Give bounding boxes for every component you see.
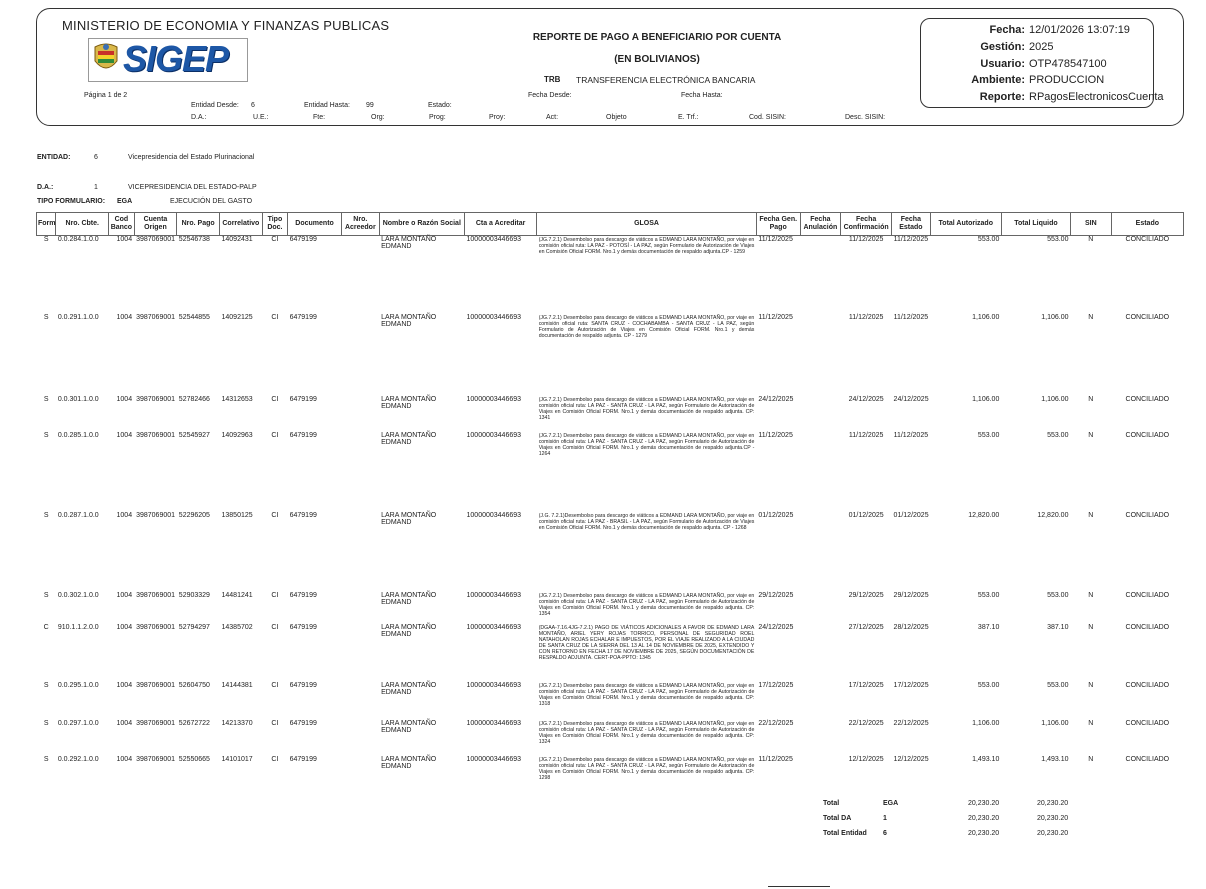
cell-cuenta: 3987069001: [136, 623, 176, 631]
cell-estado: CONCILIADO: [1125, 236, 1170, 243]
da-code: 1: [94, 184, 98, 191]
column-header: Total Autorizado: [930, 213, 1001, 236]
cell-form: S: [43, 681, 49, 689]
gestion-value: 2025: [1029, 41, 1054, 53]
cell-liq: 387.10: [1047, 623, 1069, 631]
cell-cuenta: 3987069001: [136, 755, 176, 763]
cell-estado: CONCILIADO: [1125, 623, 1170, 631]
cell-pago: 52544855: [178, 313, 210, 321]
cell-cbte: 0.0.284.1.0.0: [57, 236, 99, 243]
trb-label: TRANSFERENCIA ELECTRÓNICA BANCARIA: [576, 75, 756, 85]
table-row: [37, 512, 1184, 592]
cell-banco: 1004: [116, 395, 133, 403]
cell-aut: 1,106.00: [972, 719, 1000, 727]
table-row: [37, 396, 1184, 432]
tipo-formulario-code: EGA: [117, 198, 133, 205]
cell-correl: 14101017: [221, 755, 253, 763]
cell-liq: 553.00: [1047, 591, 1069, 599]
gestion-label: Gestión:: [980, 41, 1025, 53]
cell-conf: 11/12/2025: [848, 313, 884, 321]
filter-fte: Fte:: [313, 114, 326, 121]
cell-nombre: LARA MONTAÑO EDMAND: [381, 313, 437, 328]
cell-tipo: CI: [271, 591, 279, 599]
cell-cbte: 0.0.301.1.0.0: [57, 395, 99, 403]
cell-estado: CONCILIADO: [1125, 313, 1170, 321]
cell-aut: 1,106.00: [972, 313, 1000, 321]
cell-cuenta: 3987069001: [136, 681, 176, 689]
sigep-logo: [88, 38, 248, 82]
cell-aut: 1,106.00: [972, 395, 1000, 403]
filter-da: D.A.:: [191, 114, 207, 121]
fecha-desde-label: Fecha Desde:: [528, 92, 572, 99]
column-header: Nro. Acreedor: [342, 213, 380, 236]
cell-acreedor: [342, 236, 380, 314]
cell-conf: 22/12/2025: [848, 719, 884, 727]
column-header: Tipo Doc.: [262, 213, 287, 236]
cell-sin: N: [1088, 755, 1094, 763]
cell-liq: 553.00: [1047, 681, 1069, 689]
cell-gen: 29/12/2025: [758, 591, 794, 599]
column-header: Fecha Estado: [892, 213, 931, 236]
cell-doc: 6479199: [289, 591, 317, 599]
cell-anul: [800, 512, 841, 592]
cell-nombre: LARA MONTAÑO EDMAND: [381, 623, 437, 638]
cell-nombre: LARA MONTAÑO EDMAND: [381, 719, 437, 734]
cell-conf: 17/12/2025: [848, 681, 884, 689]
cell-aut: 553.00: [977, 591, 1000, 599]
cell-gen: 11/12/2025: [758, 313, 793, 321]
cell-correl: 14144381: [221, 681, 253, 689]
filter-objeto: Objeto: [606, 114, 627, 121]
entidad-desde-value: 6: [251, 102, 255, 109]
cell-form: S: [43, 431, 49, 439]
total-label: Total Entidad: [823, 830, 867, 837]
cell-tipo: CI: [271, 623, 279, 631]
cell-tipo: CI: [271, 431, 279, 439]
cell-form: S: [43, 236, 49, 243]
cell-cta: 10000003446693: [466, 236, 522, 243]
cell-doc: 6479199: [289, 681, 317, 689]
cell-pago: 52794297: [178, 623, 210, 631]
cell-anul: [800, 624, 841, 682]
cell-nombre: LARA MONTAÑO EDMAND: [381, 591, 437, 606]
cell-banco: 1004: [116, 623, 133, 631]
cell-correl: 14385702: [221, 623, 253, 631]
cell-acreedor: [342, 756, 380, 812]
cell-anul: [800, 314, 841, 396]
filter-act: Act:: [546, 114, 559, 121]
cell-banco: 1004: [116, 313, 133, 321]
fecha-label: Fecha:: [989, 24, 1025, 36]
cell-conf: 12/12/2025: [848, 755, 884, 763]
cell-est: 11/12/2025: [893, 236, 929, 243]
cell-cta: 10000003446693: [466, 719, 522, 727]
cell-cbte: 0.0.295.1.0.0: [57, 681, 99, 689]
da-name: VICEPRESIDENCIA DEL ESTADO-PALP: [128, 184, 257, 191]
cell-correl: 14213370: [221, 719, 253, 727]
cell-doc: 6479199: [289, 236, 317, 243]
cell-estado: CONCILIADO: [1125, 719, 1170, 727]
cell-pago: 52903329: [178, 591, 210, 599]
cell-correl: 13850125: [221, 511, 253, 519]
cell-nombre: LARA MONTAÑO EDMAND: [381, 236, 437, 250]
cell-banco: 1004: [116, 431, 133, 439]
cell-aut: 1,493.10: [972, 755, 1000, 763]
cell-gen: 11/12/2025: [758, 236, 793, 243]
entidad-code: 6: [94, 154, 98, 161]
report-info-box: [920, 18, 1164, 108]
cell-form: S: [43, 395, 49, 403]
cell-glosa: (JG.7.2.1) Desembolso para descargo de viáticos a EDMAND LARA MONTAÑO, por viaje en comisión oficial ruta: LA PAZ - SANTA CRUZ - LA PAZ, según Formulario de Autorización de Viajes en Comisión Oficial FORM. Nro.1 y demás documentación de respaldo adjunta. CP: 1341: [538, 396, 755, 421]
cell-estado: CONCILIADO: [1125, 681, 1170, 689]
table-row: [37, 682, 1184, 720]
column-header: GLOSA: [537, 213, 757, 236]
cell-liq: 1,106.00: [1041, 719, 1069, 727]
total-aut: 20,230.20: [968, 830, 1000, 837]
cell-liq: 12,820.00: [1037, 511, 1069, 519]
filter-ue: U.E.:: [253, 114, 269, 121]
cell-pago: 52672722: [178, 719, 210, 727]
cell-est: 29/12/2025: [893, 591, 929, 599]
cell-cbte: 0.0.287.1.0.0: [57, 511, 99, 519]
cell-est: 28/12/2025: [893, 623, 929, 631]
bolivia-coat-of-arms-icon: [91, 41, 121, 77]
cell-cta: 10000003446693: [466, 395, 522, 403]
filter-proy: Proy:: [489, 114, 506, 121]
cell-acreedor: [342, 624, 380, 682]
cell-est: 11/12/2025: [893, 431, 929, 439]
cell-acreedor: [342, 314, 380, 396]
cell-glosa: (JG.7.2.1) Desembolso para descargo de viáticos a EDMAND LARA MONTAÑO, por viaje en comisión oficial ruta: LA PAZ - SANTA CRUZ - LA PAZ, según Formulario de Autorización de Viajes en Comisión Oficial FORM. Nro.1 y demás documentación de respaldo adjunta. CP: 1354: [538, 592, 755, 617]
cell-estado: CONCILIADO: [1125, 431, 1170, 439]
cell-nombre: LARA MONTAÑO EDMAND: [381, 511, 437, 526]
cell-correl: 14481241: [221, 591, 253, 599]
cell-conf: 29/12/2025: [848, 591, 884, 599]
ambiente-label: Ambiente:: [971, 74, 1025, 86]
cell-cta: 10000003446693: [466, 511, 522, 519]
filter-etrf: E. Trf.:: [678, 114, 699, 121]
tipo-formulario-name: EJECUCIÓN DEL GASTO: [170, 198, 253, 205]
total-code: EGA: [883, 800, 899, 807]
cell-sin: N: [1088, 313, 1094, 321]
cell-aut: 387.10: [977, 623, 1000, 631]
column-header: Estado: [1111, 213, 1183, 236]
cell-anul: [800, 396, 841, 432]
page-indicator: Página 1 de 2: [84, 92, 128, 99]
cell-pago: 52545927: [178, 431, 210, 439]
usuario-value: OTP478547100: [1029, 58, 1107, 70]
cell-conf: 01/12/2025: [848, 511, 884, 519]
column-header: Fecha Gen. Pago: [756, 213, 800, 236]
cell-form: S: [43, 591, 49, 599]
estado-filter-label: Estado:: [428, 102, 452, 109]
cell-glosa: (J.G. 7.2.1)Desembolso para descargo de viáticos a EDMAND LARA MONTAÑO, por viaje en comisión oficial ruta: LA PAZ - BRASIL - LA PAZ, según Formulario de Autorización de Viajes en Comisión Oficial FORM. Nro.1 y demás documentación de respaldo adjunta. CP - 1268: [538, 512, 755, 531]
reporte-label: Reporte:: [979, 91, 1025, 103]
cell-gen: 01/12/2025: [758, 511, 794, 519]
cell-cta: 10000003446693: [466, 755, 522, 763]
cell-liq: 1,106.00: [1041, 313, 1069, 321]
cell-sin: N: [1088, 623, 1094, 631]
cell-cta: 10000003446693: [466, 623, 522, 631]
cell-est: 01/12/2025: [893, 511, 929, 519]
cell-anul: [800, 592, 841, 624]
column-header: Nro. Pago: [177, 213, 220, 236]
cell-banco: 1004: [116, 755, 133, 763]
cell-liq: 1,106.00: [1041, 395, 1069, 403]
cell-anul: [800, 236, 841, 314]
cell-sin: N: [1088, 395, 1094, 403]
table-row: [37, 592, 1184, 624]
column-header: Form: [37, 213, 56, 236]
column-header: Fecha Anulación: [800, 213, 841, 236]
cell-pago: 52550665: [178, 755, 210, 763]
cell-cta: 10000003446693: [466, 313, 522, 321]
entidad-hasta-label: Entidad Hasta:: [304, 102, 350, 109]
entidad-name: Vicepresidencia del Estado Plurinacional: [128, 154, 255, 161]
cell-conf: 11/12/2025: [848, 236, 884, 243]
column-header: Total Liquido: [1001, 213, 1070, 236]
cell-liq: 553.00: [1047, 236, 1069, 243]
cell-estado: CONCILIADO: [1125, 755, 1170, 763]
cell-pago: 52296205: [178, 511, 210, 519]
cell-correl: 14092963: [221, 431, 253, 439]
column-header: Cod Banco: [109, 213, 134, 236]
cell-cuenta: 3987069001: [136, 591, 176, 599]
cell-gen: 11/12/2025: [758, 431, 793, 439]
fecha-value: 12/01/2026 13:07:19: [1029, 24, 1130, 36]
cell-cuenta: 3987069001: [136, 313, 176, 321]
table-row: [37, 624, 1184, 682]
table-row: [37, 236, 1184, 314]
cell-correl: 14092125: [221, 313, 253, 321]
cell-form: S: [43, 313, 49, 321]
cell-glosa: (JG.7.2.1) Desembolso para descargo de viáticos a EDMAND LARA MONTAÑO, por viaje en comisión oficial ruta: LA PAZ - SANTA CRUZ - LA PAZ, según Formulario de Autorización de Viajes en Comisión Oficial FORM. Nro.1 y demás documentación de respaldo adjunta. CP: 1298: [538, 756, 755, 781]
cell-cuenta: 3987069001: [136, 719, 176, 727]
total-liq: 20,230.20: [1037, 830, 1069, 837]
cell-est: 12/12/2025: [893, 755, 929, 763]
cell-est: 11/12/2025: [893, 313, 929, 321]
cell-acreedor: [342, 592, 380, 624]
cell-cbte: 0.0.297.1.0.0: [57, 719, 99, 727]
column-header: Nro. Cbte.: [56, 213, 109, 236]
column-header: Fecha Confirmación: [841, 213, 892, 236]
cell-pago: 52782466: [178, 395, 210, 403]
cell-sin: N: [1088, 511, 1094, 519]
cell-estado: CONCILIADO: [1125, 395, 1170, 403]
table-header-row: [37, 213, 1184, 236]
cell-est: 17/12/2025: [893, 681, 929, 689]
cell-cbte: 0.0.302.1.0.0: [57, 591, 99, 599]
cell-doc: 6479199: [289, 395, 317, 403]
cell-banco: 1004: [116, 591, 133, 599]
table-row: [37, 432, 1184, 512]
cell-cuenta: 3987069001: [136, 511, 176, 519]
cell-doc: 6479199: [289, 431, 317, 439]
cell-nombre: LARA MONTAÑO EDMAND: [381, 431, 437, 446]
usuario-label: Usuario:: [980, 58, 1025, 70]
filter-desc-sisin: Desc. SISIN:: [845, 114, 886, 121]
cell-gen: 22/12/2025: [758, 719, 794, 727]
entidad-label: ENTIDAD:: [37, 154, 71, 161]
cell-anul: [800, 432, 841, 512]
cell-cbte: 0.0.292.1.0.0: [57, 755, 99, 763]
column-header: Cta a Acreditar: [465, 213, 537, 236]
cell-sin: N: [1088, 591, 1094, 599]
reporte-value: RPagosElectronicosCuenta: [1029, 91, 1164, 103]
payments-table: [36, 212, 1184, 812]
column-header: Cuenta Origen: [134, 213, 177, 236]
cell-acreedor: [342, 396, 380, 432]
entidad-desde-label: Entidad Desde:: [191, 102, 239, 109]
cell-tipo: CI: [271, 681, 279, 689]
cell-aut: 553.00: [977, 236, 1000, 243]
cell-banco: 1004: [116, 236, 133, 243]
cell-nombre: LARA MONTAÑO EDMAND: [381, 755, 437, 770]
cell-doc: 6479199: [289, 719, 317, 727]
cell-tipo: CI: [271, 313, 279, 321]
cell-nombre: LARA MONTAÑO EDMAND: [381, 681, 437, 696]
cell-conf: 27/12/2025: [848, 623, 884, 631]
cell-gen: 24/12/2025: [758, 395, 794, 403]
cell-banco: 1004: [116, 719, 133, 727]
cell-glosa: (JG.7.2.1) Desembolso para descargo de viáticos a EDMAND LARA MONTAÑO, por viaje en comisión oficial ruta: LA PAZ - SANTA CRUZ - LA PAZ, según Formulario de Autorización de Viajes en Comisión Oficial FORM. Nro.1 y demás documentación de respaldo adjunta.CP - 1264: [538, 432, 755, 457]
cell-gen: 11/12/2025: [758, 755, 793, 763]
cell-conf: 24/12/2025: [848, 395, 884, 403]
cell-anul: [800, 720, 841, 756]
cell-glosa: (JG.7.2.1) Desembolso para descargo de viáticos a EDMAND LARA MONTAÑO, por viaje en comisión oficial ruta: LA PAZ - SANTA CRUZ - LA PAZ, según Formulario de Autorización de Viajes en Comisión Oficial FORM. Nro.1 y demás documentación de respaldo adjunta. CP: 1324: [538, 720, 755, 745]
table-row: [37, 314, 1184, 396]
column-header: SIN: [1070, 213, 1111, 236]
total-liq: 20,230.20: [1037, 815, 1069, 822]
cell-tipo: CI: [271, 511, 279, 519]
cell-cbte: 0.0.291.1.0.0: [57, 313, 99, 321]
logo-word: SIGEP: [123, 38, 229, 79]
cell-cuenta: 3987069001: [136, 431, 176, 439]
column-header: Correlativo: [220, 213, 263, 236]
cell-pago: 52546738: [178, 236, 210, 243]
ambiente-value: PRODUCCION: [1029, 74, 1105, 86]
footer-rule: [768, 886, 830, 887]
cell-acreedor: [342, 432, 380, 512]
cell-cta: 10000003446693: [466, 431, 522, 439]
tipo-formulario-label: TIPO FORMULARIO:: [37, 198, 106, 205]
filter-prog: Prog:: [429, 114, 446, 121]
table-row: [37, 756, 1184, 812]
cell-form: C: [43, 623, 49, 631]
cell-anul: [800, 682, 841, 720]
cell-glosa: (JG.7.2.1) Desembolso para descargo de viáticos a EDMAND LARA MONTAÑO, por viaje en comisión oficial ruta: LA PAZ - SANTA CRUZ - LA PAZ, según Formulario de Autorización de Viajes en Comisión Oficial FORM. Nro.1 y demás documentación de respaldo adjunta. CP: 1318: [538, 682, 755, 707]
cell-correl: 14092431: [221, 236, 253, 243]
table-row: [37, 720, 1184, 756]
cell-doc: 6479199: [289, 755, 317, 763]
cell-banco: 1004: [116, 681, 133, 689]
cell-cta: 10000003446693: [466, 681, 522, 689]
cell-sin: N: [1088, 431, 1094, 439]
cell-form: S: [43, 755, 49, 763]
cell-sin: N: [1088, 719, 1094, 727]
da-label: D.A.:: [37, 184, 54, 191]
filter-org: Org:: [371, 114, 385, 121]
cell-acreedor: [342, 682, 380, 720]
cell-tipo: CI: [271, 719, 279, 727]
column-header: Nombre o Razón Social: [379, 213, 464, 236]
cell-tipo: CI: [271, 236, 279, 243]
total-aut: 20,230.20: [968, 800, 1000, 807]
cell-nombre: LARA MONTAÑO EDMAND: [381, 395, 437, 410]
cell-gen: 17/12/2025: [758, 681, 794, 689]
cell-correl: 14312653: [221, 395, 253, 403]
report-subtitle: (EN BOLIVIANOS): [614, 54, 700, 65]
cell-form: S: [43, 719, 49, 727]
cell-liq: 1,493.10: [1041, 755, 1069, 763]
cell-aut: 12,820.00: [968, 511, 1000, 519]
cell-tipo: CI: [271, 755, 279, 763]
cell-est: 22/12/2025: [893, 719, 929, 727]
cell-cbte: 0.0.285.1.0.0: [57, 431, 99, 439]
cell-cta: 10000003446693: [466, 591, 522, 599]
total-aut: 20,230.20: [968, 815, 1000, 822]
cell-acreedor: [342, 512, 380, 592]
total-liq: 20,230.20: [1037, 800, 1069, 807]
cell-cbte: 910.1.1.2.0.0: [57, 623, 99, 631]
cell-conf: 11/12/2025: [848, 431, 884, 439]
total-code: 1: [883, 815, 887, 822]
report-title: REPORTE DE PAGO A BENEFICIARIO POR CUENTA: [532, 32, 782, 43]
cell-glosa: (DGAA-7.16.4JG-7.2.1) PAGO DE VIÁTICOS ADICIONALES A FAVOR DE EDMAND LARA MONTAÑO, ARIEL YERY ROJAS TORRICO, PERSONAL DE SEGURIDAD ROEL NATAHOLAN ROJAS ECHALAR E IMPUESTOS, POR EL VIAJE REALIZADO A LA CIUDAD DE SANTA CRUZ DE LA SIERRA DEL 13 AL 14 DE NOVIEMBRE DE 2025, EXTENDIDO Y CON RETORNO EN FECHA 17 DE NOVIEMBRE DE 2025, SEGÚN DOCUMENTACIÓN DE RESPALDO ADJUNTA. CERT-POA-PPTO: 1345: [538, 624, 755, 661]
cell-acreedor: [342, 720, 380, 756]
total-code: 6: [883, 830, 887, 837]
cell-pago: 52604750: [178, 681, 210, 689]
fecha-hasta-label: Fecha Hasta:: [681, 92, 723, 99]
cell-cuenta: 3987069001: [136, 236, 176, 243]
column-header: Documento: [288, 213, 342, 236]
ministry-name: MINISTERIO DE ECONOMIA Y FINANZAS PUBLICAS: [62, 18, 390, 33]
cell-aut: 553.00: [977, 681, 1000, 689]
cell-sin: N: [1088, 236, 1094, 243]
cell-glosa: (JG.7.2.1) Desembolso para descargo de viáticos a EDMAND LARA MONTAÑO, por viaje en comisión oficial ruta: SANTA CRUZ - COCHABAMBA - SANTA CRUZ - LA PAZ, según Formulario de Autorización de Viajes en Comisión Oficial FORM. Nro.1 y demás documentación de respaldo adjunta. CP - 1279: [538, 314, 755, 339]
cell-est: 24/12/2025: [893, 395, 929, 403]
cell-doc: 6479199: [289, 623, 317, 631]
cell-glosa: (JG.7.2.1) Desembolso para descargo de viáticos a EDMAND LARA MONTAÑO, por viaje en comisión oficial ruta: LA PAZ - POTOSÍ - LA PAZ, según Formulario de Autorización de Viajes en Comisión Oficial FORM. Nro.1 y demás documentación de respaldo adjunta.CP - 1259: [538, 237, 755, 255]
total-label: Total: [823, 800, 840, 807]
cell-aut: 553.00: [977, 431, 1000, 439]
entidad-hasta-value: 99: [366, 102, 374, 109]
cell-estado: CONCILIADO: [1125, 511, 1170, 519]
cell-sin: N: [1088, 681, 1094, 689]
filter-cod-sisin: Cod. SISIN:: [749, 114, 786, 121]
cell-estado: CONCILIADO: [1125, 591, 1170, 599]
cell-gen: 24/12/2025: [758, 623, 794, 631]
trb-code: TRB: [544, 75, 561, 84]
cell-liq: 553.00: [1047, 431, 1069, 439]
cell-doc: 6479199: [289, 313, 317, 321]
cell-cuenta: 3987069001: [136, 395, 176, 403]
cell-banco: 1004: [116, 511, 133, 519]
cell-form: S: [43, 511, 49, 519]
total-label: Total DA: [823, 815, 852, 822]
cell-doc: 6479199: [289, 511, 317, 519]
cell-tipo: CI: [271, 395, 279, 403]
